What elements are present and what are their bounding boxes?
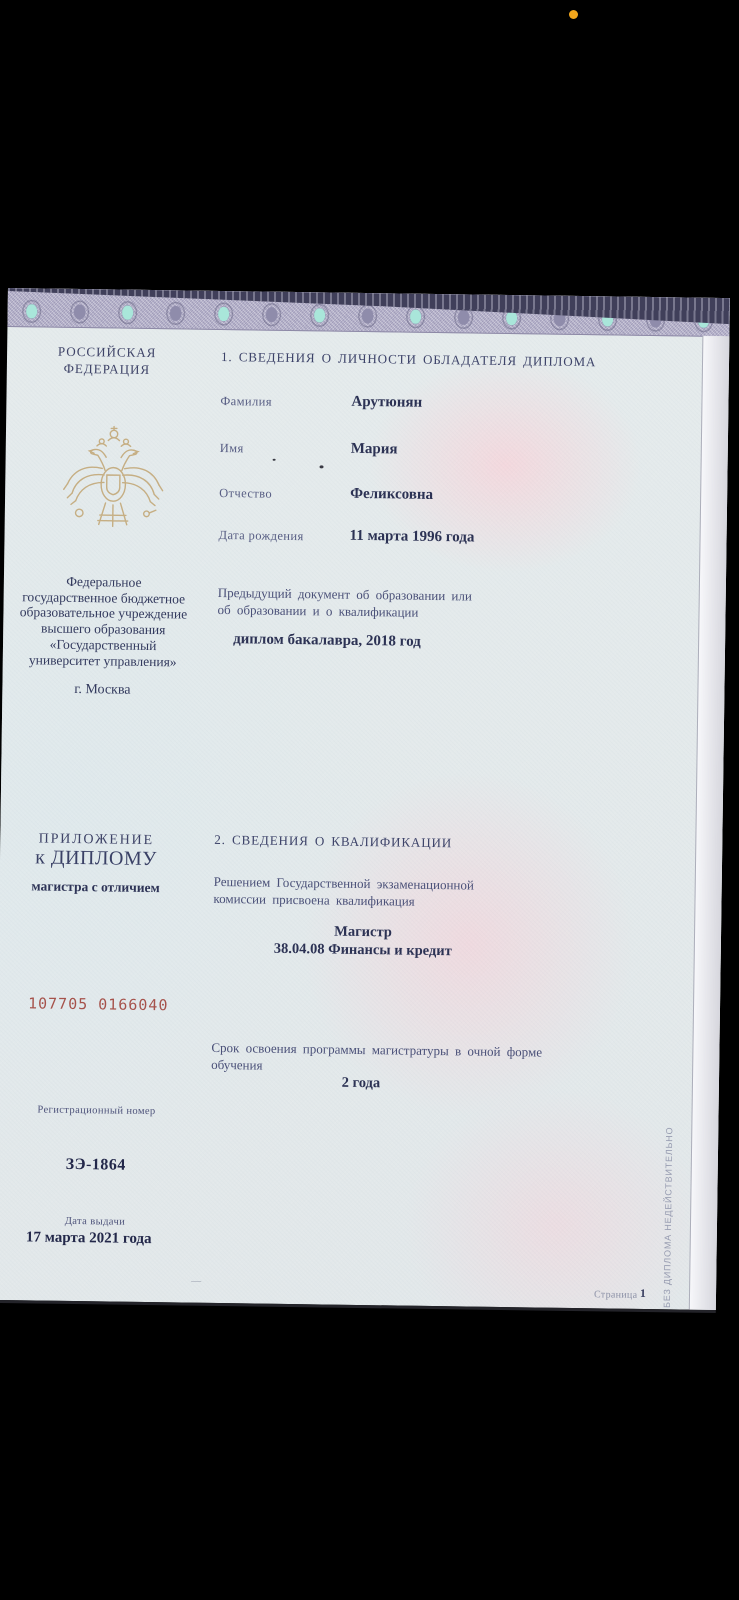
- page-number: 1: [639, 1287, 646, 1301]
- qualification-value: Магистр: [334, 923, 392, 941]
- without-diploma-invalid-note: БЕЗ ДИПЛОМА НЕДЕЙСТВИТЕЛЬНО: [661, 1126, 675, 1308]
- field-label-name: Имя: [219, 440, 244, 456]
- section2-title: 2. СВЕДЕНИЯ О КВАЛИФИКАЦИИ: [214, 831, 453, 851]
- decision-line1: Решением Государственной экзаменационной: [213, 873, 475, 893]
- decision-line2: комиссии присвоена квалификация: [213, 890, 415, 909]
- institution-city: г. Москва: [74, 681, 131, 698]
- institution-line: высшего образования: [40, 620, 166, 638]
- ink-speck: [320, 465, 324, 468]
- previous-education-value: диплом бакалавра, 2018 год: [233, 631, 421, 650]
- duration-label: [211, 1039, 581, 1078]
- institution-name: [3, 573, 204, 670]
- institution-line: Федеральное: [66, 573, 142, 590]
- page-label: Страница: [593, 1289, 638, 1301]
- registration-number-label: Регистрационный номер: [37, 1104, 156, 1118]
- issue-date-value: 17 марта 2021 года: [25, 1229, 152, 1248]
- field-label-birthdate: Дата рождения: [218, 527, 304, 544]
- previous-education-label: [217, 584, 557, 623]
- institution-line: «Государственный: [49, 636, 157, 653]
- ink-speck: [273, 459, 276, 461]
- field-value-name: Мария: [350, 440, 398, 458]
- field-value-birthdate: 11 марта 1996 года: [349, 527, 475, 546]
- country-line2: ФЕДЕРАЦИЯ: [63, 360, 151, 377]
- specialty-value: 38.04.08 Финансы и кредит: [273, 940, 452, 960]
- country-header: [7, 342, 207, 379]
- country-line1: РОССИЙСКАЯ: [57, 343, 157, 361]
- duration-label-line2: обучения: [211, 1056, 263, 1073]
- institution-line: образовательное учреждение: [19, 604, 188, 622]
- supplement-title-line2: к ДИПЛОМУ: [35, 846, 158, 871]
- field-value-surname: Арутюнян: [351, 393, 423, 411]
- duration-value: 2 года: [341, 1074, 381, 1092]
- institution-line: государственное бюджетное: [22, 588, 186, 607]
- field-label-surname: Фамилия: [220, 393, 273, 409]
- qualification-decision: [213, 873, 563, 912]
- blank-serial-number: 107705 0166040: [27, 994, 169, 1015]
- field-label-patronymic: Отчество: [219, 485, 273, 501]
- previous-education-label-line1: Предыдущий документ об образовании или: [217, 584, 473, 604]
- previous-education-label-line2: об образовании и о квалификации: [217, 601, 419, 620]
- footer-dash: —: [191, 1275, 202, 1287]
- field-value-patronymic: Феликсовна: [350, 485, 434, 503]
- duration-label-line1: Срок освоения программы магистратуры в очной форме: [211, 1039, 543, 1060]
- supplement-title-line1: ПРИЛОЖЕНИЕ: [38, 831, 154, 849]
- diploma-supplement-page: [0, 288, 730, 1313]
- guilloche-border: [7, 288, 729, 337]
- qualification-block: [213, 921, 513, 961]
- issue-date-label: Дата выдачи: [64, 1215, 126, 1228]
- page-edge-strip: [689, 336, 730, 1310]
- degree-honors-note: магистра с отличием: [31, 878, 160, 896]
- registration-number-value: ЗЭ-1864: [65, 1155, 126, 1174]
- recording-indicator-dot: [569, 10, 578, 19]
- russian-coat-of-arms-icon: [56, 425, 170, 543]
- section1-title: 1. СВЕДЕНИЯ О ЛИЧНОСТИ ОБЛАДАТЕЛЯ ДИПЛОМА: [220, 348, 597, 370]
- institution-line: университет управления»: [28, 651, 177, 669]
- guilloche-dark-ribbon: [8, 288, 730, 325]
